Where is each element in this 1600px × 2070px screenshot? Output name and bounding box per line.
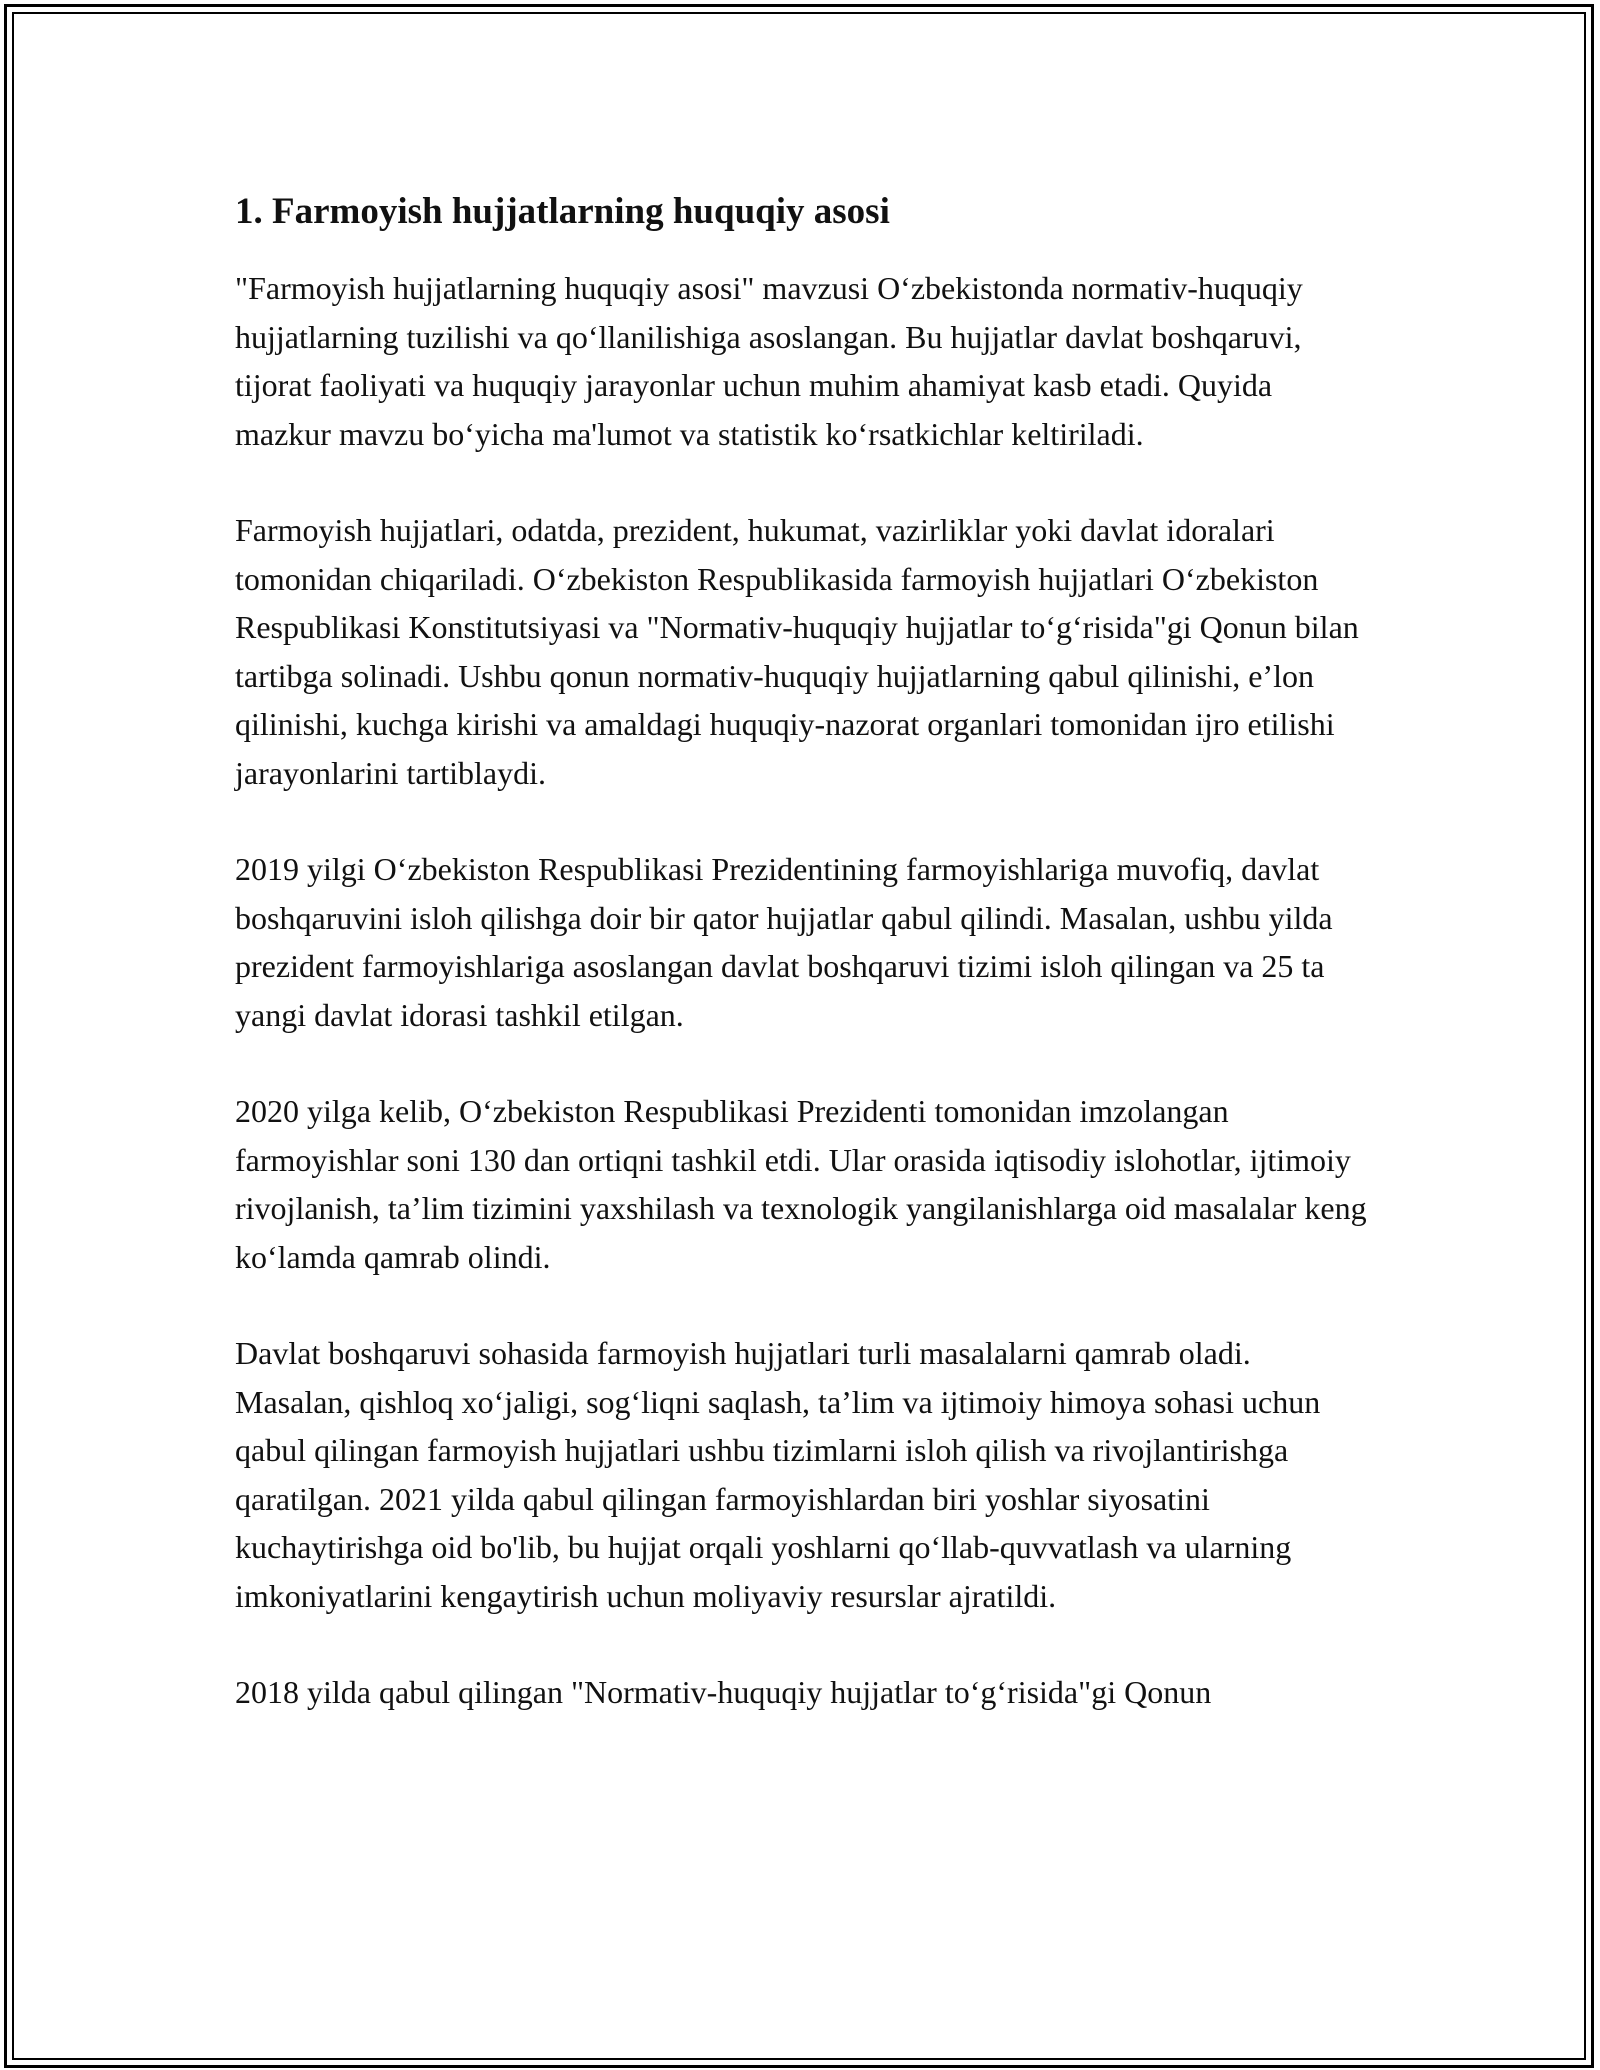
paragraph-issuers: Farmoyish hujjatlari, odatda, prezident, hukumat, vazirliklar yoki davlat idoralari tomonidan chiqariladi. O‘zbekiston Respublikasida farmoyish hujjatlari O‘zbekiston Respublikasi Konstitutsiyasi va "Normativ-huquqiy hujjatlar to‘g‘risida"gi Qonun bilan tartibga solinadi. Ushbu qonun normativ-huquqiy hujjatlarning qabul qilinishi, e’lon qilinishi, kuchga kirishi va amaldagi huquqiy-nazorat organlari tomonidan ijro etilishi jarayonlarini tartiblaydi. bbox=[235, 512, 1359, 791]
paragraph-state-governance: Davlat boshqaruvi sohasida farmoyish hujjatlari turli masalalarni qamrab oladi. Masalan, qishloq xo‘jaligi, sog‘liqni saqlash, ta’lim va ijtimoiy himoya sohasi uchun qabul qilingan farmoyish hujjatlari ushbu tizimlarni isloh qilish va rivojlantirishga qaratilgan. 2021 yilda qabul qilingan farmoyishlardan biri yoshlar siyosatini kuchaytirishga oid bo'lib, bu hujjat orqali yoshlarni qo‘llab-quvvatlash va ularning imkoniyatlarini kengaytirish uchun moliyaviy resurslar ajratildi. bbox=[235, 1335, 1321, 1614]
paragraph-2019: 2019 yilgi O‘zbekiston Respublikasi Prezidentining farmoyishlariga muvofiq, davlat boshqaruvini isloh qilishga doir bir qator hujjatlar qabul qilindi. Masalan, ushbu yilda prezident farmoyishlariga asoslangan davlat boshqaruvi tizimi isloh qilingan va 25 ta yangi davlat idorasi tashkil etilgan. bbox=[235, 851, 1333, 1033]
section-heading: 1. Farmoyish hujjatlarning huquqiy asosi bbox=[235, 191, 890, 232]
paragraph-2018: 2018 yilda qabul qilingan "Normativ-huquqiy hujjatlar to‘g‘risida"gi Qonun bbox=[235, 1674, 1212, 1710]
document-body bbox=[235, 186, 1370, 1765]
paragraph-intro: "Farmoyish hujjatlarning huquqiy asosi" mavzusi O‘zbekistonda normativ-huquqiy hujjatlarning tuzilishi va qo‘llanilishiga asoslangan. Bu hujjatlar davlat boshqaruvi, tijorat faoliyati va huquqiy jarayonlar uchun muhim ahamiyat kasb etadi. Quyida mazkur mavzu bo‘yicha ma'lumot va statistik ko‘rsatkichlar keltiriladi. bbox=[235, 270, 1303, 452]
paragraph-2020: 2020 yilga kelib, O‘zbekiston Respublikasi Prezidenti tomonidan imzolangan farmoyishlar soni 130 dan ortiqni tashkil etdi. Ular orasida iqtisodiy islohotlar, ijtimoiy rivojlanish, ta’lim tizimini yaxshilash va texnologik yangilanishlarga oid masalalar keng ko‘lamda qamrab olindi. bbox=[235, 1093, 1367, 1275]
